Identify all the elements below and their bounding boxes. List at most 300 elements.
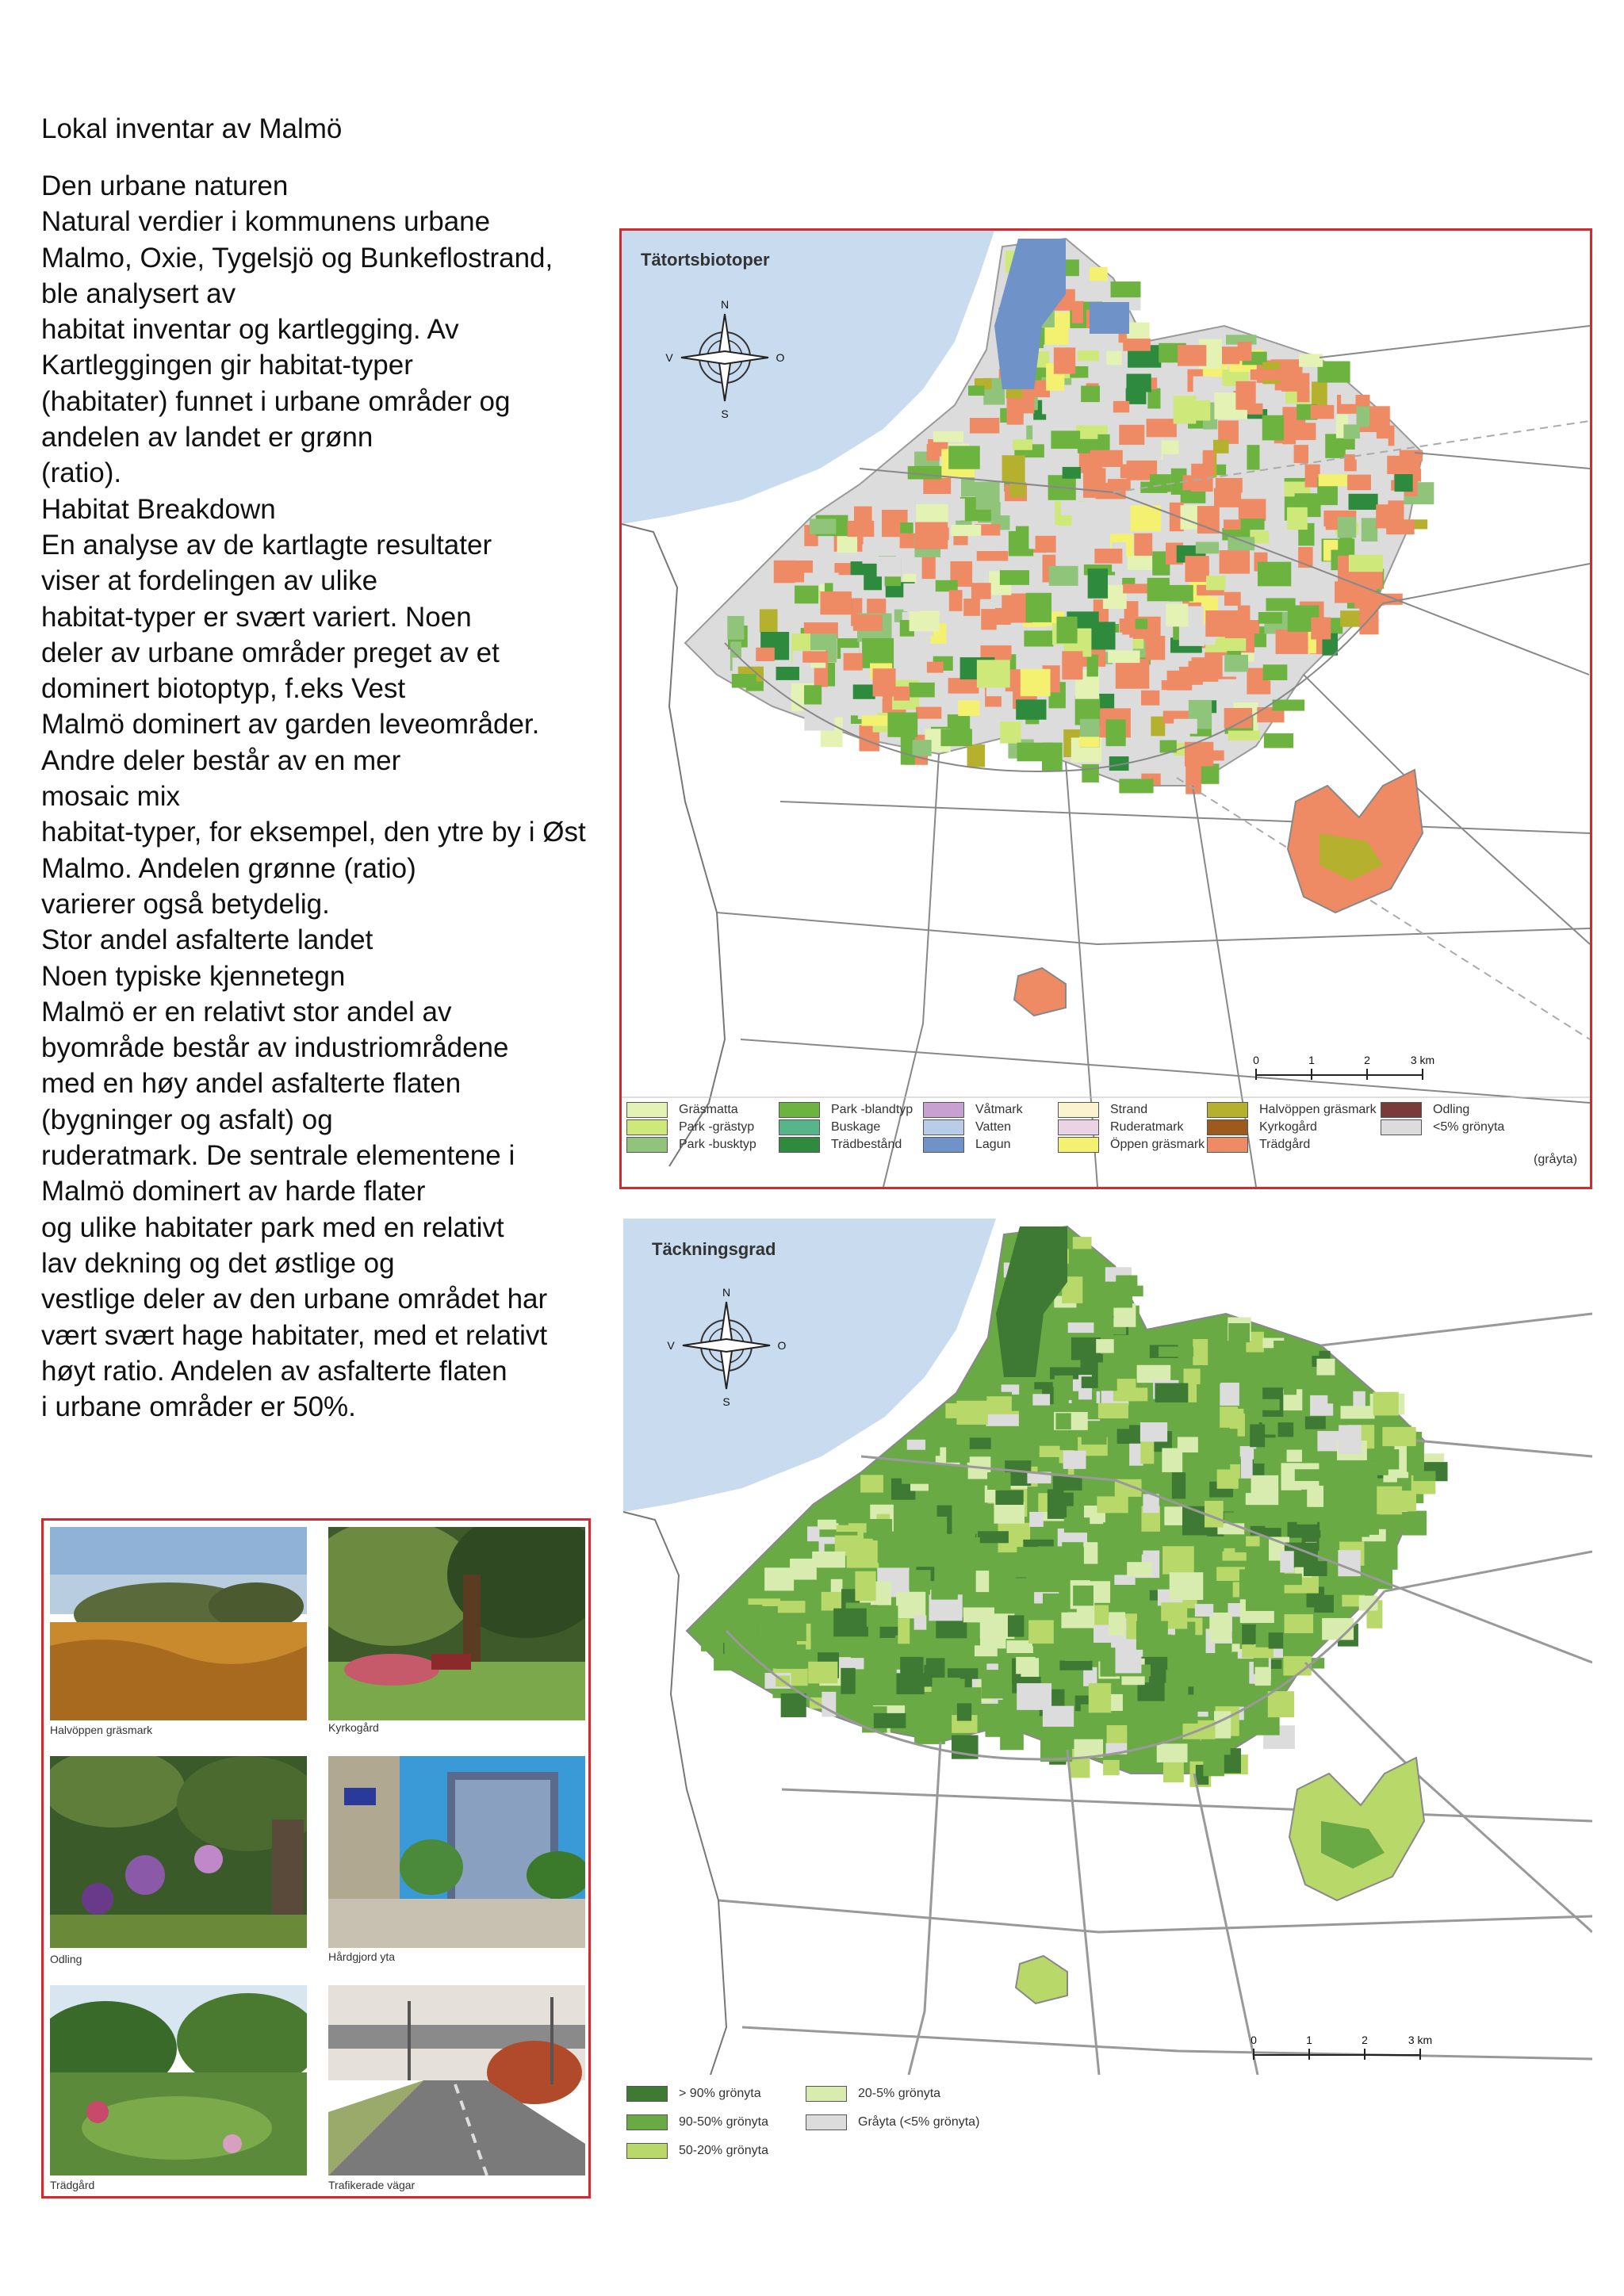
habitat-map-canvas (622, 231, 1590, 1187)
patch (1251, 369, 1280, 380)
patch (1353, 1391, 1365, 1406)
patch (1172, 1472, 1185, 1498)
patch (1185, 556, 1208, 582)
patch (1305, 1416, 1326, 1429)
patch (914, 1719, 945, 1744)
legend-label: Park -grästyp (679, 1120, 755, 1134)
patch (967, 744, 986, 767)
legend-swatch (1381, 1102, 1422, 1118)
habitat-map (619, 228, 1592, 1189)
patch (1098, 1362, 1117, 1391)
patch (940, 729, 971, 746)
patch (1178, 1437, 1198, 1452)
patch (1413, 1471, 1435, 1481)
legend-label: Ruderatmark (1110, 1120, 1184, 1134)
patch (1216, 1429, 1237, 1441)
legend-label: Kyrkogård (1259, 1120, 1317, 1134)
patch (1297, 373, 1310, 403)
body-text-line: deler av urbane områder preget av et (41, 637, 500, 668)
body-text-line: byområde består av industriområdene (41, 1032, 509, 1064)
patch (1127, 1562, 1152, 1576)
patch (818, 1520, 839, 1529)
patch (1072, 301, 1083, 323)
legend-swatch (923, 1102, 964, 1118)
legend-swatch (626, 2114, 668, 2130)
compass-s: S (722, 1395, 730, 1408)
body-text-line: ble analysert av (41, 277, 236, 309)
legend-swatch (779, 1137, 820, 1153)
patch (1268, 1691, 1294, 1717)
patch (727, 616, 744, 640)
patch (978, 1531, 1009, 1543)
patch (1055, 1413, 1071, 1429)
legend-label: > 90% grönyta (679, 2087, 761, 2100)
patch (1203, 450, 1215, 473)
compass-e: O (776, 351, 785, 364)
legend-swatch (806, 2086, 847, 2102)
patch (1228, 731, 1260, 740)
patch (1126, 373, 1151, 392)
patch (1140, 1422, 1167, 1441)
patch (931, 1586, 957, 1599)
patch (1049, 566, 1078, 586)
legend-item (626, 2086, 761, 2102)
patch (1358, 1514, 1379, 1535)
patch (1327, 1380, 1349, 1404)
patch (1106, 719, 1126, 746)
patch (1276, 629, 1308, 654)
patch (1157, 1743, 1188, 1762)
patch (1208, 1670, 1227, 1701)
patch (913, 1517, 947, 1538)
patch (1097, 1496, 1128, 1513)
patch (950, 499, 965, 521)
legend-swatch (626, 2086, 668, 2102)
body-text-line: mosaic mix (41, 781, 181, 813)
patch (1150, 474, 1171, 492)
patch (804, 685, 822, 704)
patch (1159, 1346, 1193, 1357)
legend-swatch (1058, 1119, 1099, 1135)
patch (957, 1703, 971, 1720)
legend-item (1381, 1119, 1504, 1135)
patch (1196, 541, 1219, 553)
legend-label: Trädbestånd (831, 1138, 902, 1151)
patch (1341, 393, 1355, 404)
patch (732, 674, 756, 688)
patch (994, 1502, 1025, 1524)
body-text (41, 168, 596, 1425)
body-text-line: habitat inventar og kartlegging. Av (41, 314, 459, 346)
patch (963, 599, 980, 616)
patch (987, 1472, 1010, 1490)
photo-caption: Odling (50, 1953, 82, 1965)
patch (1220, 1383, 1239, 1406)
patch (1215, 1644, 1231, 1670)
patch (873, 1661, 889, 1686)
patch (1178, 345, 1206, 365)
patch (878, 1538, 904, 1563)
patch (1096, 1339, 1113, 1353)
patch (1262, 415, 1284, 441)
patch (1162, 454, 1178, 467)
patch (1108, 651, 1139, 664)
scale-label: 3 km (1408, 2034, 1433, 2046)
patch (1355, 438, 1388, 459)
patch (1407, 1443, 1424, 1471)
patch (1036, 536, 1056, 553)
patch (1167, 671, 1193, 691)
patch (1297, 1510, 1318, 1525)
patch (1174, 396, 1197, 423)
patch (1151, 717, 1165, 737)
patch (1241, 1450, 1253, 1479)
body-text-line: habitat-typer er svært variert. Noen (41, 601, 472, 633)
patch (896, 1592, 925, 1619)
patch (1013, 439, 1032, 450)
patch (1220, 550, 1250, 574)
patch (877, 557, 902, 576)
coverage-legend (623, 2083, 1592, 2175)
patch (1024, 630, 1053, 646)
patch (1213, 440, 1229, 453)
patch (1239, 499, 1266, 521)
patch (985, 1718, 1013, 1737)
patch (1214, 488, 1241, 507)
patch (1347, 475, 1371, 491)
patch (936, 580, 958, 591)
photo-halvoppen-grasmark (50, 1527, 307, 1720)
patch (1235, 381, 1255, 410)
patch (1220, 1406, 1238, 1428)
patch (981, 609, 996, 629)
photo-caption: Trädgård (50, 2179, 95, 2191)
patch (1314, 1595, 1334, 1613)
patch (1016, 1657, 1035, 1674)
patch (1081, 386, 1100, 403)
patch (1269, 1632, 1284, 1648)
body-text-line: Natural verdier i kommunens urbane (41, 206, 491, 238)
compass-e: O (777, 1339, 787, 1352)
patch (1078, 350, 1099, 361)
body-text-line: andelen av landet er grønn (41, 422, 373, 453)
patch (1312, 381, 1327, 407)
patch (867, 1519, 892, 1539)
patch (1053, 1476, 1082, 1490)
legend-label: 50-20% grönyta (679, 2144, 768, 2157)
body-text-line: vestlige deler av den urbane området har (41, 1284, 548, 1315)
legend-label: Gråyta (<5% grönyta) (858, 2115, 980, 2129)
patch (1250, 1425, 1265, 1448)
compass-w: V (665, 351, 673, 364)
map-title: Täckningsgrad (652, 1239, 776, 1259)
patch (894, 687, 910, 701)
patch (925, 1429, 940, 1456)
patch (1035, 1432, 1063, 1445)
patch (1278, 1422, 1294, 1437)
patch (1216, 638, 1247, 651)
patch (946, 1433, 970, 1463)
legend-label: <5% grönyta (1433, 1120, 1505, 1134)
body-text-line: Malmö dominert av garden leveområder. (41, 709, 540, 740)
legend-item (1207, 1119, 1317, 1135)
patch (1043, 1594, 1067, 1613)
patch (1260, 443, 1282, 454)
patch (760, 609, 778, 632)
patch (1209, 1613, 1231, 1642)
patch (854, 507, 872, 535)
patch (1386, 520, 1414, 535)
patch (776, 1613, 806, 1641)
patch (1197, 506, 1220, 534)
scale-label: 2 (1362, 2034, 1368, 2046)
patch (1147, 419, 1177, 437)
body-text-line: i urbane områder er 50%. (41, 1391, 356, 1423)
patch (949, 590, 963, 611)
patch (1205, 610, 1238, 637)
patch (1170, 1572, 1204, 1600)
patch (901, 1661, 920, 1681)
patch (1155, 1383, 1188, 1402)
patch (993, 1444, 1009, 1460)
legend-label: 90-50% grönyta (679, 2115, 768, 2129)
patch (1246, 1536, 1259, 1547)
photo-tradgard (50, 1985, 307, 2175)
patch (1251, 1714, 1279, 1735)
patch (1085, 1266, 1107, 1284)
legend-swatch (923, 1137, 964, 1153)
patch (1316, 1359, 1335, 1376)
patch (1026, 593, 1051, 622)
compass-s: S (721, 408, 729, 420)
body-text-line: Stor andel asfalterte landet (41, 924, 373, 956)
patch (1224, 592, 1241, 606)
compass-n: N (720, 298, 730, 311)
patch (1319, 474, 1349, 486)
page-title: Lokal inventar av Malmö (41, 113, 343, 144)
patch (1246, 1584, 1281, 1611)
patch (1339, 1425, 1362, 1453)
patch (1055, 1376, 1073, 1400)
patch (1311, 618, 1331, 640)
patch (1072, 502, 1098, 530)
patch (1287, 507, 1308, 530)
legend-swatch (806, 2114, 847, 2130)
patch (913, 740, 932, 756)
patch (1079, 737, 1099, 747)
patch (873, 668, 896, 696)
legend-swatch (626, 2143, 668, 2159)
patch (1193, 377, 1212, 399)
patch (933, 431, 963, 442)
legend-item (1207, 1102, 1377, 1118)
scale-label: 3 km (1410, 1054, 1435, 1066)
patch (1203, 1753, 1224, 1777)
patch (1340, 1406, 1374, 1418)
patch (1012, 1395, 1028, 1411)
patch (1343, 1461, 1377, 1485)
patch (902, 1470, 933, 1484)
patch (948, 678, 979, 694)
legend-item (1058, 1119, 1183, 1135)
patch (1206, 576, 1225, 590)
patch (1106, 351, 1121, 365)
patch (1111, 281, 1141, 297)
patch (855, 1571, 875, 1601)
body-text-line: viser at fordelingen av ulike (41, 565, 378, 597)
patch (1121, 1467, 1142, 1479)
patch (1284, 1574, 1302, 1585)
patch (1387, 456, 1420, 474)
patch (781, 1693, 806, 1717)
patch (1054, 347, 1075, 373)
patch (862, 545, 878, 564)
patch (1013, 1578, 1034, 1607)
patch (1254, 1448, 1275, 1464)
patch (1224, 655, 1248, 672)
legend-item (806, 2086, 940, 2102)
patch (1119, 779, 1153, 793)
patch (1162, 1546, 1194, 1574)
patch (977, 551, 1009, 561)
patch (764, 1567, 794, 1590)
patch (1032, 1394, 1050, 1405)
patch (1274, 1341, 1307, 1367)
patch (810, 519, 836, 534)
patch (1002, 455, 1025, 482)
patch (914, 1615, 927, 1629)
body-text-line: høyt ratio. Andelen av asfalterte flaten (41, 1355, 508, 1387)
legend-item (923, 1137, 1011, 1153)
legend-swatch (779, 1119, 820, 1135)
patch (874, 1713, 906, 1728)
legend-item (1207, 1137, 1310, 1153)
patch (776, 667, 799, 680)
patch (1040, 1446, 1060, 1457)
patch (802, 651, 828, 663)
legend-swatch (1381, 1119, 1422, 1135)
patch (1304, 1561, 1327, 1576)
patch (1073, 1586, 1094, 1606)
body-text-line: Malmö dominert av harde flater (41, 1176, 426, 1207)
patch (1205, 750, 1224, 760)
legend-item (923, 1102, 1023, 1118)
patch (907, 1440, 928, 1450)
patch (980, 435, 994, 465)
patch (1088, 568, 1108, 599)
patch (1214, 1711, 1231, 1738)
patch (724, 1640, 749, 1663)
legend-swatch (626, 1137, 668, 1153)
legend-swatch (626, 1119, 668, 1135)
patch (1299, 354, 1323, 366)
patch (1062, 651, 1082, 679)
patch (1382, 1427, 1415, 1446)
patch (1084, 1542, 1097, 1563)
patch (1063, 1451, 1086, 1469)
patch (1166, 603, 1188, 626)
patch (898, 1619, 910, 1644)
patch (1201, 1454, 1216, 1472)
patch (1137, 1682, 1164, 1701)
body-text-line: Malmo. Andelen grønne (ratio) (41, 852, 416, 884)
patch (1105, 1293, 1132, 1308)
legend-item (779, 1119, 880, 1135)
coverage-map (623, 1219, 1592, 2175)
patch (1116, 659, 1150, 689)
body-text-line: dominert biotoptyp, f.eks Vest (41, 673, 406, 705)
patch (1362, 518, 1377, 541)
patch (1090, 450, 1123, 467)
patch (1063, 467, 1081, 479)
patch (1177, 1695, 1197, 1724)
legend-label: Gräsmatta (679, 1103, 738, 1116)
patch (1029, 1512, 1044, 1527)
body-text-line: En analyse av de kartlagte resultater (41, 529, 492, 561)
patch (1201, 1736, 1230, 1755)
photo-panel (41, 1518, 591, 2198)
patch (1284, 1380, 1297, 1395)
photo-hardgjord-yta (328, 1756, 585, 1948)
patch (976, 1571, 989, 1592)
legend-item (1058, 1102, 1147, 1118)
legend-label: 20-5% grönyta (858, 2087, 941, 2100)
legend-label: Buskage (831, 1120, 881, 1134)
photo-caption: Kyrkogård (328, 1721, 379, 1734)
patch (1089, 1683, 1111, 1712)
patch (1335, 581, 1369, 603)
patch (1353, 1575, 1367, 1586)
patch (1103, 1760, 1120, 1775)
patch (980, 1632, 1006, 1649)
legend-item (626, 1137, 756, 1153)
patch (903, 584, 919, 611)
patch (867, 1605, 898, 1626)
patch (1182, 475, 1205, 490)
patch (1017, 1683, 1051, 1710)
patch (853, 614, 883, 631)
patch (795, 586, 818, 604)
patch (1067, 1506, 1080, 1524)
patch (963, 1608, 994, 1623)
legend-swatch (779, 1102, 820, 1118)
patch (1385, 1541, 1398, 1570)
patch (1241, 519, 1265, 530)
patch (958, 700, 979, 716)
body-text-line: (bygninger og asfalt) og (41, 1104, 333, 1135)
patch (1000, 570, 1029, 585)
patch (1109, 1612, 1125, 1635)
habitat-legend (622, 1097, 1590, 1184)
patch (1136, 1621, 1168, 1650)
legend-label: Trädgård (1259, 1138, 1311, 1151)
patch (1051, 430, 1080, 449)
patch (1239, 1479, 1251, 1493)
patch (1273, 699, 1305, 710)
patch (776, 1644, 806, 1669)
patch (1137, 1365, 1171, 1383)
patch (997, 1424, 1027, 1440)
patch (1136, 618, 1147, 629)
photo-caption: Halvöppen gräsmark (50, 1724, 153, 1736)
legend-label: Vatten (975, 1120, 1012, 1134)
legend-label: Park -busktyp (679, 1138, 756, 1151)
patch (1068, 1322, 1094, 1333)
patch (1254, 633, 1266, 647)
patch (1258, 612, 1282, 624)
patch (1295, 1469, 1325, 1481)
photo-kyrkogard (328, 1527, 585, 1720)
